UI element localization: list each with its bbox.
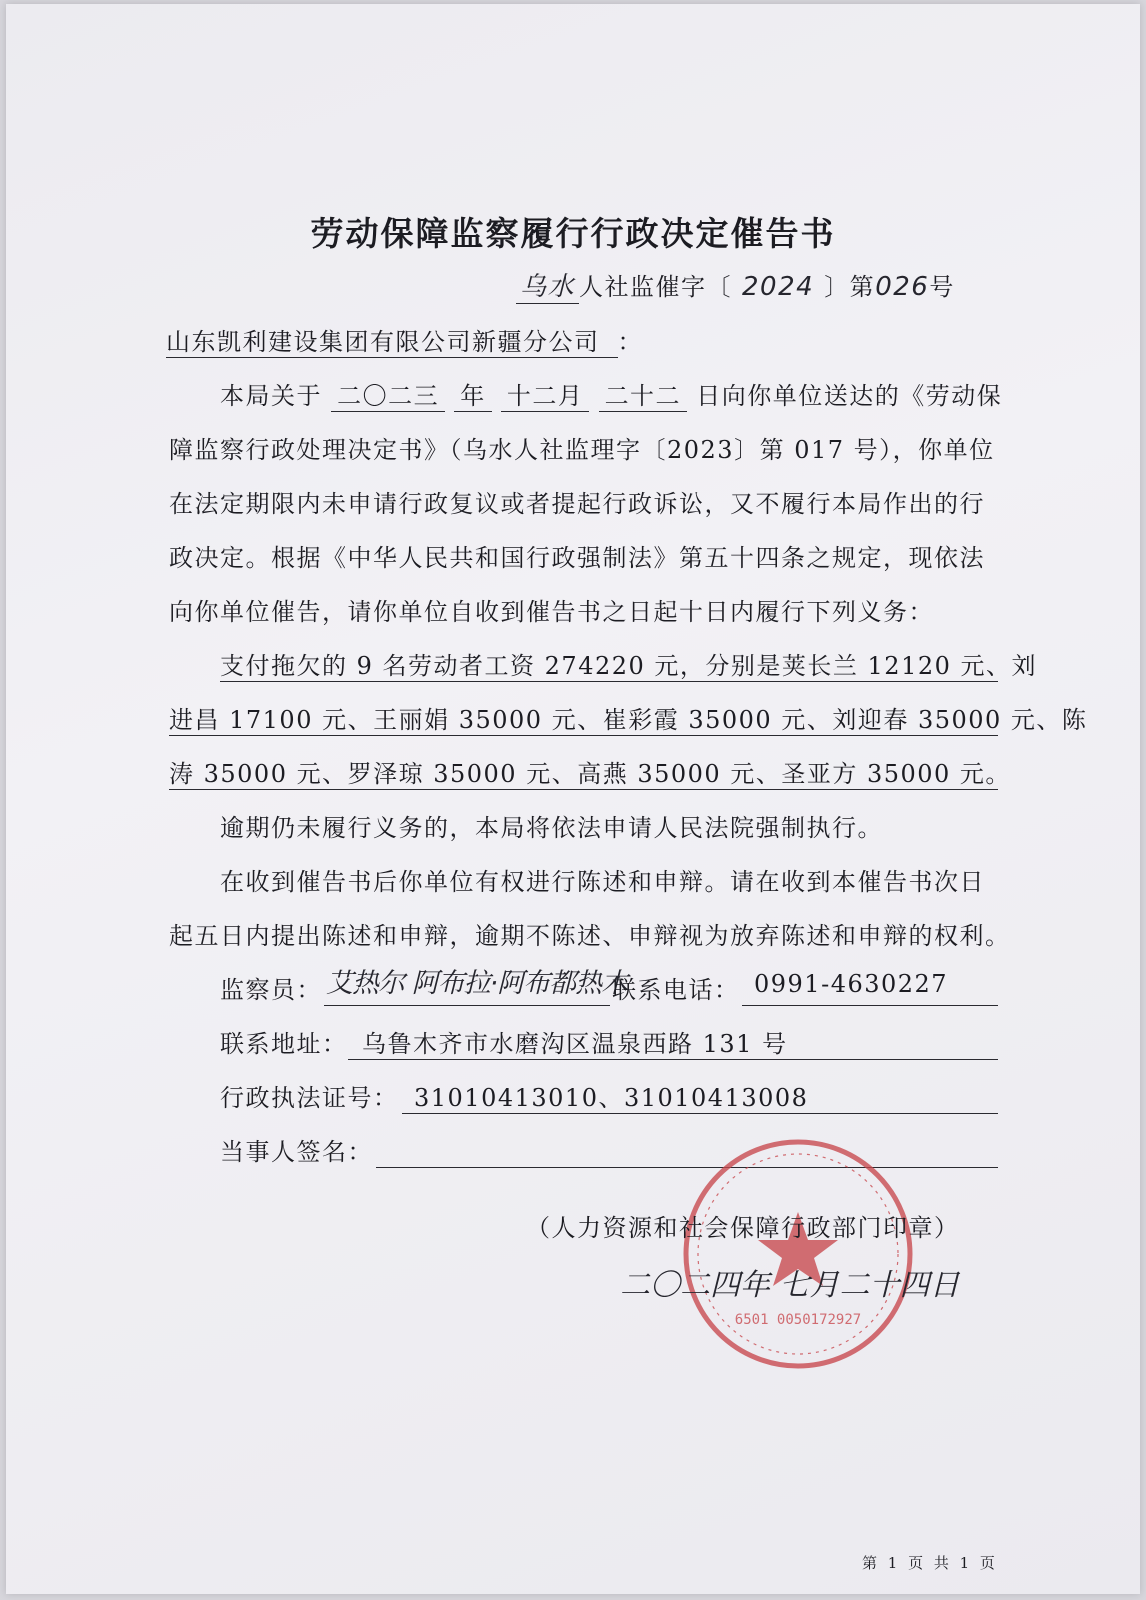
paragraph-4-line-1: 在收到催告书后你单位有权进行陈述和申辩。请在收到本催告书次日 [220,868,985,896]
p1-day: 二十二 [599,376,688,412]
duty-underline-3 [169,789,998,790]
cert-underline [402,1113,998,1114]
duty-underline-1 [220,681,998,682]
paragraph-3: 逾期仍未履行义务的，本局将依法申请人民法院强制执行。 [220,814,883,842]
paragraph-1-line-5: 向你单位催告，请你单位自收到催告书之日起十日内履行下列义务： [169,598,934,626]
duty-line-2: 进昌 17100 元、王丽娟 35000 元、崔彩霞 35000 元、刘迎春 35000 元、陈 [169,706,1088,734]
address-value: 乌鲁木齐市水磨沟区温泉西路 131 号 [362,1030,788,1058]
p1-rest: 日向你单位送达的《劳动保 [696,382,1003,410]
cert-label: 行政执法证号： [220,1084,399,1112]
p1-intro: 本局关于 [220,382,322,410]
doc-number-year: 2024 [742,272,815,302]
inspector-underline [324,1005,610,1006]
address-underline [348,1059,998,1060]
address-label: 联系地址： [220,1030,348,1058]
doc-number-middle: 人社监催字〔 [579,273,733,301]
document-number [516,266,955,304]
party-signature-label: 当事人签名： [220,1138,373,1166]
paragraph-1-line-3: 在法定期限内未申请行政复议或者提起行政诉讼，又不履行本局作出的行 [169,490,985,518]
p1-year: 二〇二三 [331,376,445,412]
inspector-label: 监察员： [220,976,322,1004]
cert-value: 31010413010、31010413008 [414,1084,809,1112]
paragraph-1-line-1 [220,376,1002,412]
inspector-signature: 艾热尔 阿布拉·阿布都热木 [326,968,628,999]
phone-label: 联系电话： [612,976,740,1004]
paragraph-1-line-4: 政决定。根据《中华人民共和国行政强制法》第五十四条之规定，现依法 [169,544,985,572]
seal-serial: 6501 0050172927 [734,1312,862,1328]
duty-line-1: 支付拖欠的 9 名劳动者工资 274220 元，分别是荚长兰 12120 元、刘 [220,652,1038,680]
recipient [166,322,643,358]
seal-caption: （人力资源和社会保障行政部门印章） [526,1214,960,1242]
duty-line-3: 涛 35000 元、罗泽琼 35000 元、高燕 35000 元、圣亚方 35000 元。 [169,760,1011,788]
recipient-name: 山东凯利建设集团有限公司新疆分公司 [166,322,618,358]
paragraph-4-line-2: 起五日内提出陈述和申辩，逾期不陈述、申辩视为放弃陈述和申辩的权利。 [169,922,1011,950]
p1-month: 十二月 [501,376,590,412]
doc-number-number: 026 [875,272,930,302]
handwritten-date: 二〇二四年 七月二十四日 [620,1268,960,1303]
document-page [6,4,1140,1594]
phone-underline [742,1005,998,1006]
duty-underline-2 [169,735,998,736]
doc-number-prefix: 乌水 [516,266,579,304]
page-footer: 第 1 页 共 1 页 [862,1554,998,1572]
document-title: 劳动保障监察履行行政决定催告书 [310,214,836,253]
official-seal-stamp [678,1134,918,1374]
doc-number-close: 〕第 [824,273,876,301]
doc-number-suffix: 号 [929,273,955,301]
recipient-colon: ： [617,328,643,356]
paragraph-1-line-2: 障监察行政处理决定书》（乌水人社监理字〔2023〕第 017 号），你单位 [169,436,995,464]
p1-year-unit: 年 [454,376,492,412]
phone-value: 0991-4630227 [754,970,949,998]
